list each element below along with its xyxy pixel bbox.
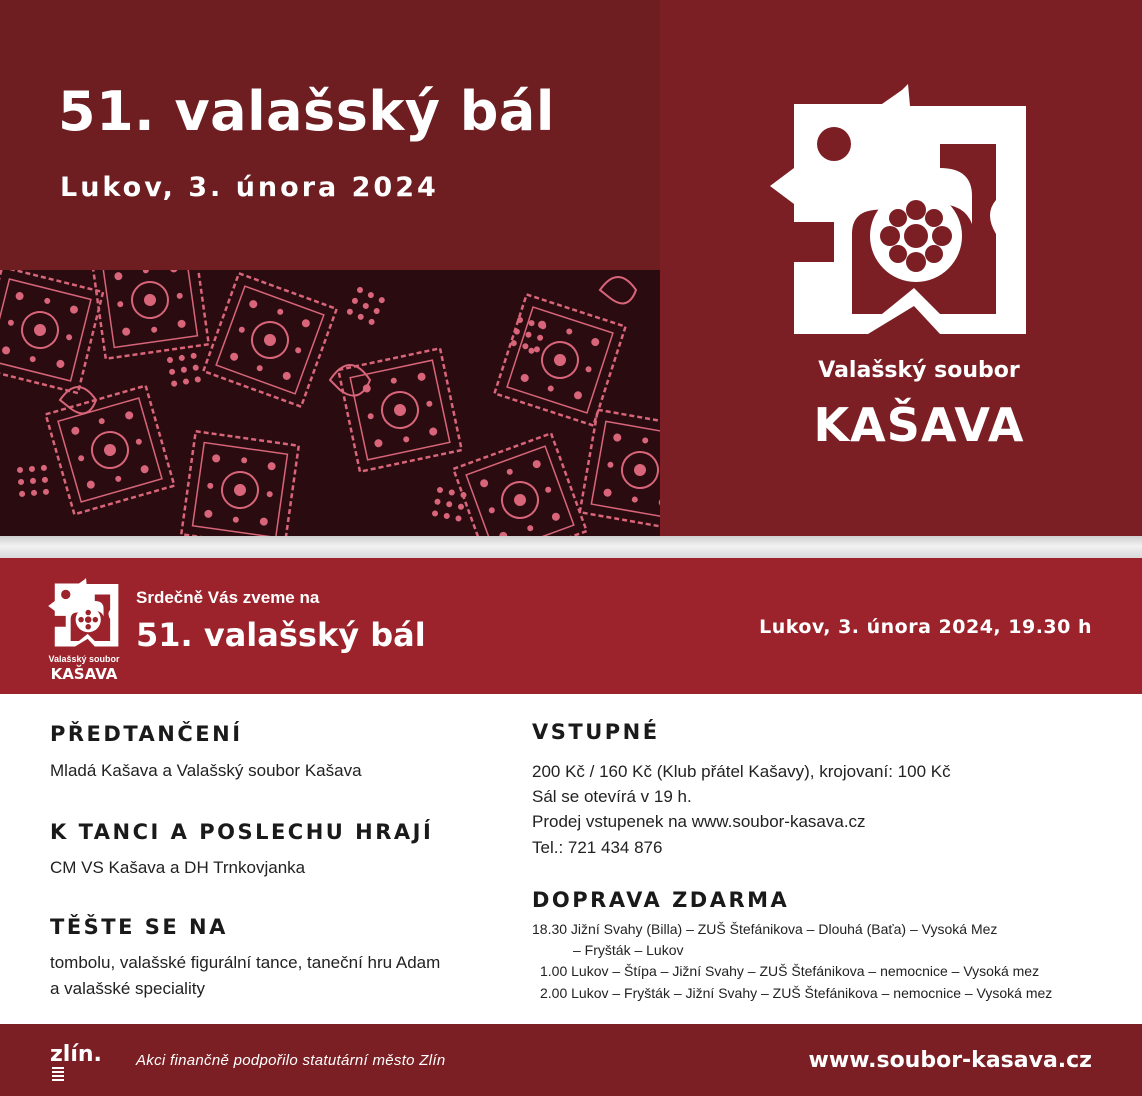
banner-date-time: Lukov, 3. února 2024, 19.30 h: [759, 616, 1092, 638]
text-vstupne-price: 200 Kč / 160 Kč (Klub přátel Kašavy), krojovaní: 100 Kč: [532, 762, 951, 781]
heading-predtanceni: PŘEDTANČENÍ: [50, 722, 243, 746]
page-title: 51. valašský bál: [58, 80, 555, 143]
text-vstupne-open: Sál se otevírá v 19 h.: [532, 787, 692, 806]
mini-logo-name: KAŠAVA: [50, 665, 118, 683]
invite-text: Srdečně Vás zveme na: [136, 588, 320, 607]
text-hraji: CM VS Kašava a DH Trnkovjanka: [50, 858, 306, 877]
zlin-bars-icon: [52, 1067, 64, 1081]
bus-line-1: 18.30 Jižní Svahy (Billa) – ZUŠ Štefánikova – Dlouhá (Baťa) – Vysoká Mez: [532, 921, 998, 937]
heading-doprava: DOPRAVA ZDARMA: [532, 888, 790, 912]
text-teste-line-2: a valašské speciality: [50, 979, 205, 998]
kasava-rooster-icon: [764, 84, 1030, 354]
heading-vstupne: VSTUPNÉ: [532, 720, 660, 744]
event-date: Lukov, 3. února 2024: [60, 172, 439, 203]
text-predtanceni: Mladá Kašava a Valašský soubor Kašava: [50, 761, 362, 780]
kasava-mini-logo-icon: [44, 578, 122, 652]
heading-hraji: K TANCI A POSLECHU HRAJÍ: [50, 820, 434, 844]
sponsor-note: Akci finančně podpořilo statutární město Zlín: [136, 1052, 446, 1069]
website-link[interactable]: www.soubor-kasava.cz: [808, 1048, 1092, 1073]
logo-name: KAŠAVA: [813, 398, 1025, 452]
logo-subtitle: Valašský soubor: [818, 358, 1020, 383]
zlin-logo: zlín.: [50, 1042, 102, 1067]
text-teste-line-1: tombolu, valašské figurální tance, taneční hru Adam: [50, 953, 441, 972]
folk-pattern-image: [0, 270, 660, 536]
banner-title: 51. valašský bál: [136, 616, 426, 654]
text-vstupne-phone: Tel.: 721 434 876: [532, 838, 663, 857]
bus-line-2: 1.00 Lukov – Štípa – Jižní Svahy – ZUŠ Štefánikova – nemocnice – Vysoká mez: [540, 963, 1040, 979]
bus-line-1-cont: – Fryšták – Lukov: [573, 942, 684, 958]
mini-logo-subtitle: Valašský soubor: [48, 654, 120, 664]
heading-teste: TĚŠTE SE NA: [50, 915, 228, 939]
text-vstupne-sale: Prodej vstupenek na www.soubor-kasava.cz: [532, 812, 866, 831]
divider-strip: [0, 536, 1142, 558]
bus-line-3: 2.00 Lukov – Fryšták – Jižní Svahy – ZUŠ Štefánikova – nemocnice – Vysoká mez: [540, 985, 1053, 1001]
